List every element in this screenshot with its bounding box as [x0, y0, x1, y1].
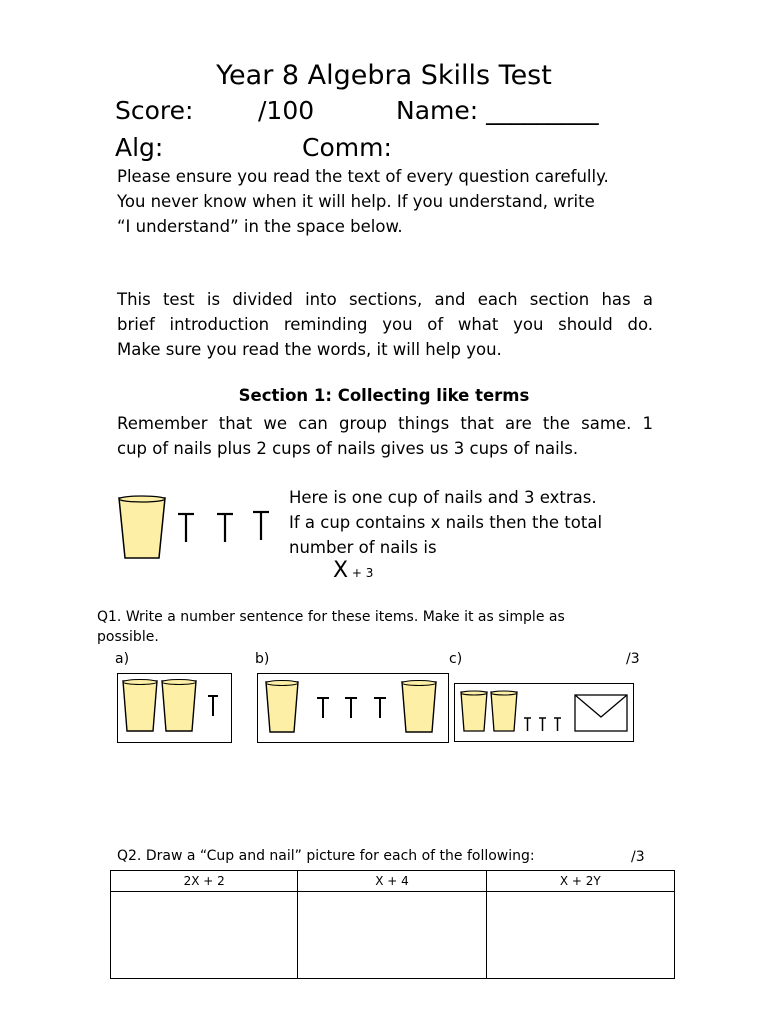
- alg-label: Alg:: [115, 133, 164, 162]
- nail-icon: [554, 718, 561, 731]
- expression-variable: X: [333, 558, 349, 583]
- nail-icon: [178, 514, 194, 542]
- q1-item-a-illustration: [118, 674, 230, 741]
- q1-line: Q1. Write a number sentence for these items. Make it as simple as: [97, 609, 565, 625]
- nail-icon: [524, 718, 531, 731]
- nail-icon: [253, 512, 269, 540]
- q1-label-a: a): [115, 651, 130, 667]
- q1-marks: /3: [626, 651, 640, 667]
- section1-line: Remember that we can group things that are the same. 1: [117, 414, 653, 433]
- q1-line: possible.: [97, 629, 159, 645]
- sections-line: This test is divided into sections, and each section has a: [117, 290, 653, 309]
- nail-icon: [208, 696, 218, 716]
- q2-answer-cell[interactable]: [111, 892, 298, 979]
- example-line: number of nails is: [289, 538, 437, 557]
- q2-prompt: Q2. Draw a “Cup and nail” picture for each of the following:: [117, 848, 535, 864]
- q1-item-b: [257, 673, 449, 743]
- expression-constant: + 3: [348, 566, 374, 580]
- q2-column-header: X + 4: [298, 871, 486, 892]
- q2-column-header: 2X + 2: [111, 871, 298, 892]
- example-expression: [333, 558, 373, 583]
- cup-icon: [491, 691, 517, 731]
- sections-line: brief introduction reminding you of what you should do.: [117, 315, 653, 334]
- comm-label: Comm:: [302, 133, 392, 162]
- cup-icon: [123, 680, 157, 732]
- section1-paragraph: [117, 411, 653, 461]
- nail-icon: [539, 718, 546, 731]
- q1-item-c-illustration: [455, 684, 632, 740]
- nail-icon: [345, 698, 357, 718]
- nail-icon: [374, 698, 386, 718]
- score-total: /100: [258, 96, 315, 125]
- envelope-icon: [575, 695, 627, 731]
- nail-icon: [317, 698, 329, 718]
- example-text: [289, 485, 659, 560]
- page-title: Year 8 Algebra Skills Test: [216, 60, 552, 91]
- example-line: If a cup contains x nails then the total: [289, 513, 603, 532]
- q1-item-a: [117, 673, 232, 743]
- example-illustration: [115, 494, 275, 564]
- cup-icon: [162, 680, 196, 732]
- q2-marks: /3: [631, 849, 645, 865]
- cup-icon: [461, 691, 487, 731]
- section1-line: cup of nails plus 2 cups of nails gives us 3 cups of nails.: [117, 439, 579, 458]
- q1-prompt: [97, 607, 657, 647]
- nail-icon: [217, 514, 233, 542]
- q2-answer-cell[interactable]: [298, 892, 486, 979]
- q1-item-c: [454, 683, 634, 742]
- cup-icon: [119, 496, 165, 558]
- q1-label-c: c): [449, 651, 463, 667]
- sections-paragraph: [117, 287, 653, 362]
- intro-line: Please ensure you read the text of every question carefully.: [117, 167, 609, 186]
- intro-line: You never know when it will help. If you understand, write: [117, 192, 595, 211]
- q2-answer-cell[interactable]: [486, 892, 674, 979]
- intro-paragraph: [117, 164, 653, 239]
- q2-column-header: X + 2Y: [486, 871, 674, 892]
- sections-line: Make sure you read the words, it will help you.: [117, 340, 502, 359]
- cup-icon: [402, 681, 436, 733]
- name-field[interactable]: Name: _________: [396, 96, 599, 125]
- q1-item-b-illustration: [258, 674, 447, 741]
- intro-line: “I understand” in the space below.: [117, 217, 403, 236]
- section-heading: Section 1: Collecting like terms: [238, 386, 530, 405]
- cup-icon: [266, 681, 298, 733]
- q1-label-b: b): [255, 651, 270, 667]
- q2-answer-table: [110, 870, 675, 979]
- score-label: Score:: [115, 96, 194, 125]
- example-line: Here is one cup of nails and 3 extras.: [289, 488, 597, 507]
